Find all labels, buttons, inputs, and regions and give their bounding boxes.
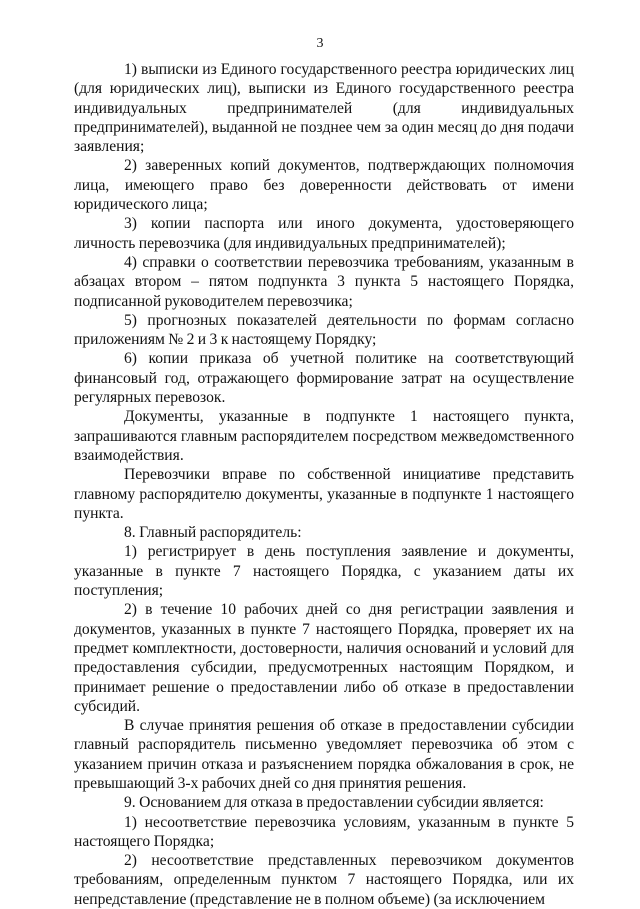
paragraph-forecast-indicators: 5) прогнозных показателей деятельности по формам согласно приложениям № 2 и 3 к настоящему Порядку; — [74, 311, 574, 349]
paragraph-section-8-heading: 8. Главный распорядитель: — [124, 524, 302, 542]
document-body — [74, 60, 574, 909]
paragraph-certified-copies: 2) заверенных копий документов, подтверждающих полномочия лица, имеющего право без доверенности действовать от имени юридического лица; — [74, 157, 574, 214]
paragraph-extract-registry: 1) выписки из Единого государственного реестра юридических лиц (для юридических лиц), выписки из Единого государственного реестра индивидуальных предпринимателей (для индивидуальных предпринимателей), выданной не позднее чем за один месяц до дня подачи заявления; — [74, 61, 574, 156]
page-number: 3 — [316, 36, 324, 51]
paragraph-section-9-heading: 9. Основанием для отказа в предоставлении субсидии является: — [124, 794, 544, 812]
paragraph-refusal-reason-2: 2) несоответствие представленных перевозчиком документов требованиям, определенным пунктом 7 настоящего Порядка, или их непредставление (представление не в полном объеме) (за исключением — [74, 852, 574, 908]
paragraph-refusal-reason-1: 1) несоответствие перевозчика условиям, указанным в пункте 5 настоящего Порядка; — [74, 813, 574, 850]
paragraph-accounting-policy: 6) копии приказа об учетной политике на соответствующий финансовый год, отражающего формирование затрат на осуществление регулярных перевозок. — [74, 350, 574, 407]
paragraph-documents-requested: Документы, указанные в подпункте 1 настоящего пункта, запрашиваются главным распорядителем посредством межведомственного взаимодействия. — [74, 408, 574, 464]
paragraph-registers: 1) регистрирует в день поступления заявление и документы, указанные в пункте 7 настоящего Порядка, с указанием даты их поступления; — [74, 543, 574, 600]
paragraph-review-period: 2) в течение 10 рабочих дней со дня регистрации заявления и документов, указанных в пункте 7 настоящего Порядка, проверяет их на предмет комплектности, достоверности, наличия оснований и условий для предоставления субсидии, предусмотренных настоящим Порядком, и принимает решение о предоставлении либо об отказе в предоставлении субсидий. — [74, 601, 574, 715]
paragraph-refusal-notice: В случае принятия решения об отказе в предоставлении субсидии главный распорядитель письменно уведомляет перевозчика об этом с указанием причин отказа и разъяснением порядка обжалования в срок, не превышающий 3-х рабочих дней со дня принятия решения. — [74, 717, 574, 792]
paragraph-passport-copy: 3) копии паспорта или иного документа, удостоверяющего личность перевозчика (для индивидуальных предпринимателей); — [74, 215, 574, 252]
paragraph-carriers-initiative: Перевозчики вправе по собственной инициативе представить главному распорядителю документы, указанные в подпункте 1 настоящего пункта. — [74, 466, 574, 522]
paragraph-compliance-certificate: 4) справки о соответствии перевозчика требованиям, указанным в абзацах втором – пятом подпункта 3 пункта 5 настоящего Порядка, подписанной руководителем перевозчика; — [74, 253, 574, 310]
